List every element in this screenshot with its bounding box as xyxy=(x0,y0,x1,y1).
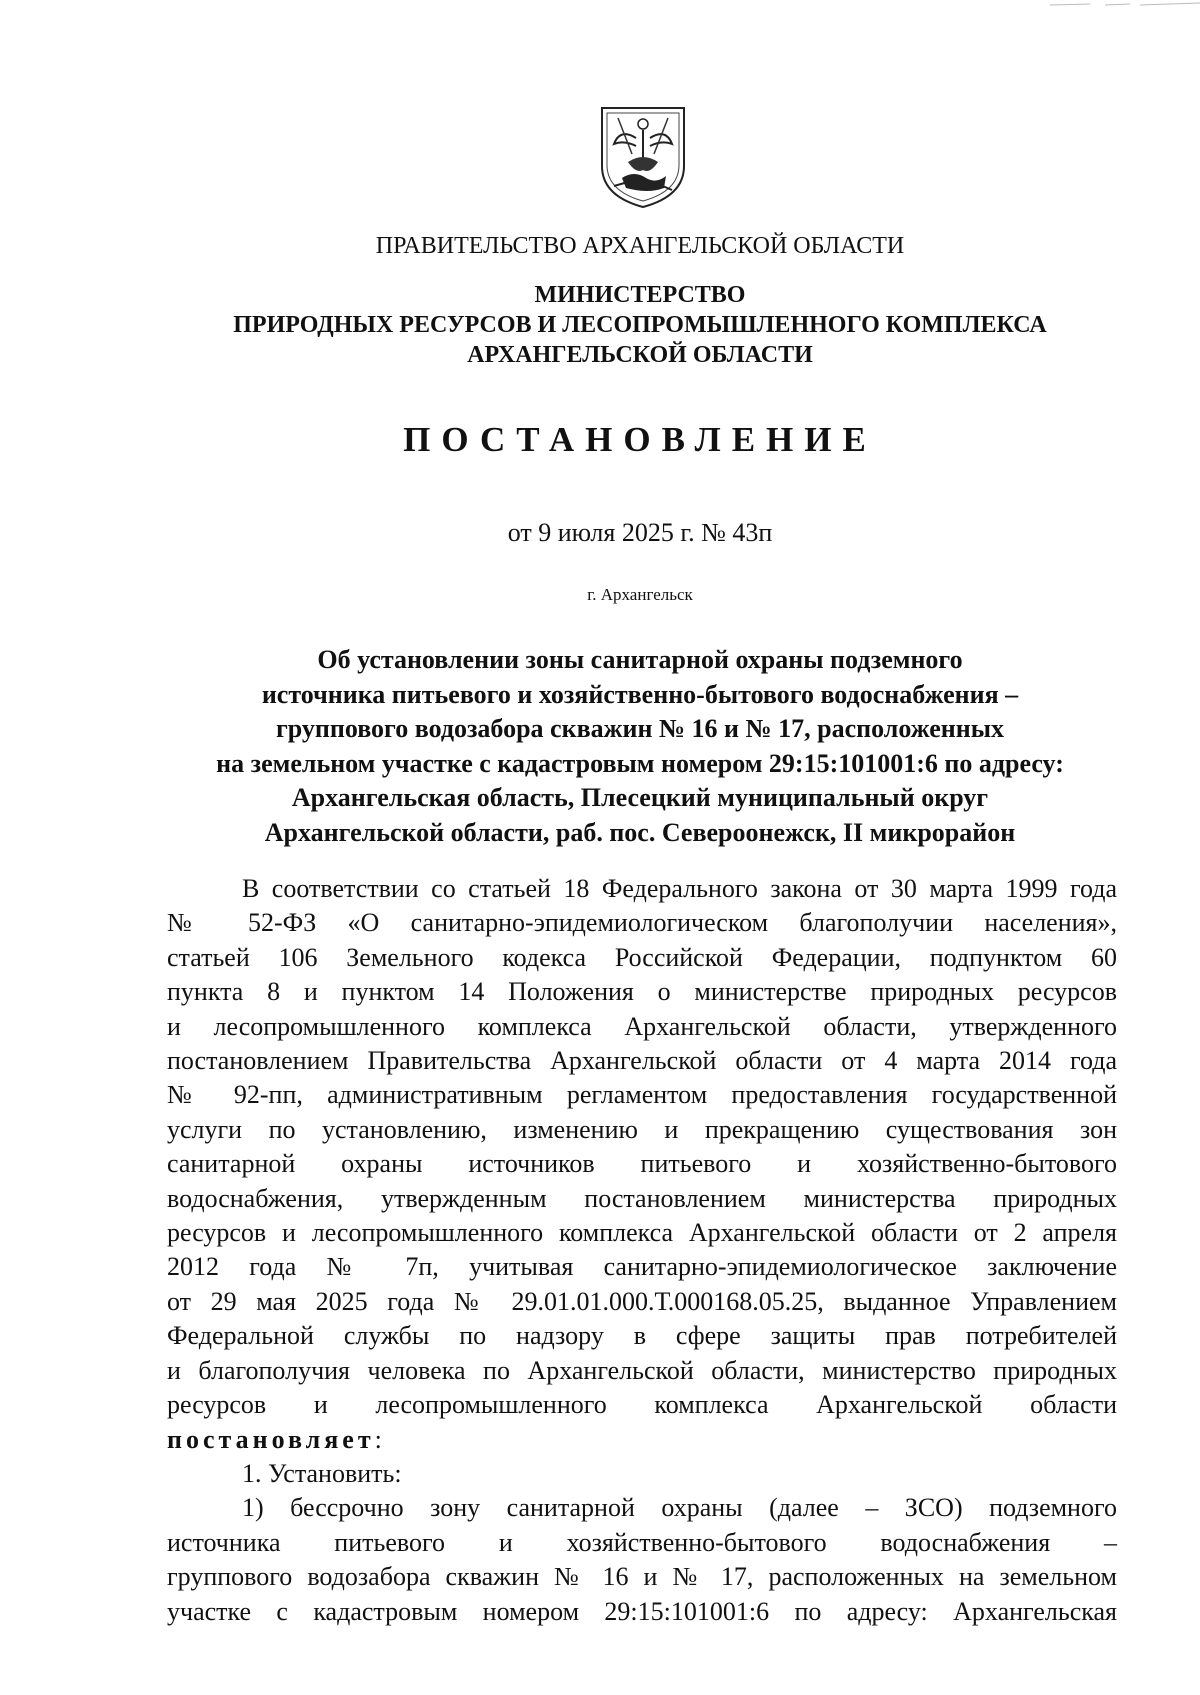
ministry-line: МИНИСТЕРСТВО xyxy=(534,282,746,308)
body-line: Федеральной службы по надзору в сфере защиты прав потребителей xyxy=(167,1321,1117,1351)
document-body xyxy=(167,872,1117,1629)
subject-line: Об установлении зоны санитарной охраны подземного xyxy=(317,645,963,674)
body-line: от 29 мая 2025 года № 29.01.01.000.Т.000168.05.25, выданное Управлением xyxy=(167,1286,1117,1316)
body-line: № 92-пп, административным регламентом предоставления государственной xyxy=(167,1080,1117,1110)
subject-line: Архангельская область, Плесецкий муниципальный округ xyxy=(291,783,989,812)
subject-line: Архангельской области, раб. пос. Североонежск, II микрорайон xyxy=(264,817,1016,847)
body-line: и лесопромышленного комплекса Архангельской области, утвержденного xyxy=(167,1011,1117,1041)
ministry-line: ПРИРОДНЫХ РЕСУРСОВ И ЛЕСОПРОМЫШЛЕННОГО КОМПЛЕКСА xyxy=(233,312,1047,338)
item-1: 1. Установить: xyxy=(242,1458,402,1488)
body-line: № 52-ФЗ «О санитарно-эпидемиологическом благополучии населения», xyxy=(167,908,1117,938)
resolves-word: постановляет xyxy=(167,1424,375,1454)
scan-artifact xyxy=(1030,2,1200,8)
document-city: г. Архангельск xyxy=(587,585,693,604)
body-line: статьей 106 Земельного кодекса Российской Федерации, подпунктом 60 xyxy=(167,942,1117,972)
body-line: ресурсов и лесопромышленного комплекса Архангельской области xyxy=(167,1390,1117,1420)
government-name: ПРАВИТЕЛЬСТВО АРХАНГЕЛЬСКОЙ ОБЛАСТИ xyxy=(375,233,905,259)
item-1-1-line: группового водозабора скважин № 16 и № 17, расположенных на земельном xyxy=(167,1562,1117,1592)
resolves-line xyxy=(167,1423,1117,1457)
resolves-colon: : xyxy=(374,1424,382,1454)
ministry-name xyxy=(0,280,1200,370)
item-1-1-line: участке с кадастровым номером 29:15:101001:6 по адресу: Архангельская xyxy=(167,1596,1117,1626)
document-type: ПОСТАНОВЛЕНИЕ xyxy=(403,420,877,459)
body-line: водоснабжения, утвержденным постановлением министерства природных xyxy=(167,1183,1117,1213)
body-line: санитарной охраны источников питьевого и хозяйственно-бытового xyxy=(167,1149,1117,1179)
body-line: ресурсов и лесопромышленного комплекса Архангельской области от 2 апреля xyxy=(167,1218,1117,1248)
document-date-number: от 9 июля 2025 г. № 43п xyxy=(507,518,773,547)
item-1-1-line: источника питьевого и хозяйственно-бытового водоснабжения – xyxy=(167,1527,1117,1557)
coat-of-arms-icon xyxy=(598,104,688,210)
item-1-1-line: 1) бессрочно зону санитарной охраны (далее – ЗСО) подземного xyxy=(242,1493,1117,1523)
subject-line: источника питьевого и хозяйственно-бытового водоснабжения – xyxy=(261,679,1019,709)
document-subject xyxy=(0,643,1200,850)
body-line: и благополучия человека по Архангельской области, министерство природных xyxy=(167,1355,1117,1385)
body-line: постановлением Правительства Архангельской области от 4 марта 2014 года xyxy=(167,1046,1117,1076)
body-line: 2012 года № 7п, учитывая санитарно-эпидемиологическое заключение xyxy=(167,1252,1117,1282)
subject-line: на земельном участке с кадастровым номером 29:15:101001:6 по адресу: xyxy=(216,748,1064,778)
body-line: В соответствии со статьей 18 Федерального закона от 30 марта 1999 года xyxy=(242,874,1117,903)
subject-line: группового водозабора скважин № 16 и № 17, расположенных xyxy=(275,714,1005,743)
body-line: услуги по установлению, изменению и прекращению существования зон xyxy=(167,1114,1117,1144)
body-line: пункта 8 и пунктом 14 Положения о министерстве природных ресурсов xyxy=(167,977,1117,1007)
ministry-line: АРХАНГЕЛЬСКОЙ ОБЛАСТИ xyxy=(467,342,813,368)
